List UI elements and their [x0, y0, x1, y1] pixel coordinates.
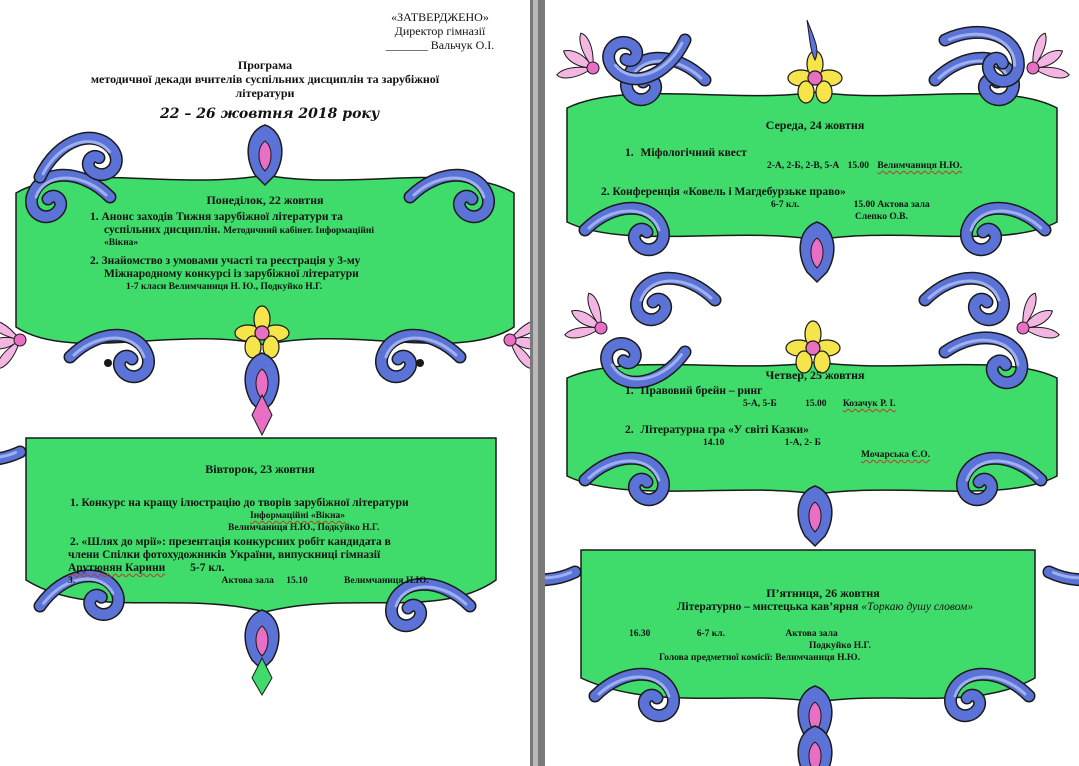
- program-heading: Програма: [237, 58, 293, 72]
- approval-stamp: «ЗАТВЕРДЖЕНО»: [391, 10, 489, 24]
- tuesday-item-1: 1. Конкурс на кращу ілюстрацію до творів зарубіжної літератури: [70, 497, 409, 509]
- monday-item-1-place: «Вікна»: [104, 238, 139, 248]
- wednesday-item-2-details: 6-7 кл. 15.00 Актова зала: [771, 200, 930, 210]
- right-page: [545, 0, 1079, 766]
- thursday-frame: [545, 268, 1079, 550]
- thursday-item-2-details: 14.10 1-А, 2- Б: [703, 438, 821, 448]
- wednesday-frame: [545, 0, 1079, 280]
- wednesday-day: Середа, 24 жовтня: [765, 118, 865, 132]
- monday-frame: [0, 125, 530, 440]
- monday-day: Понеділок, 22 жовтня: [206, 193, 324, 207]
- page-gutter: [530, 0, 545, 766]
- monday-item-2: 2. Знайомство з умовами участі та реєстрація у 3-му: [90, 255, 361, 267]
- approval-position: Директор гімназії: [394, 24, 486, 38]
- friday-event: Літературно – мистецька кав’ярня «Торкаю душу словом»: [676, 601, 974, 613]
- thursday-item-2: 2. Літературна гра «У світі Казки»: [625, 424, 809, 436]
- tuesday-content: [60, 462, 500, 587]
- wednesday-content: [601, 118, 1045, 223]
- approval-signature: _______ Вальчук О.І.: [385, 38, 495, 52]
- friday-people: Подкуйко Н.Г.: [809, 641, 871, 651]
- thursday-item-1: 1. Правовий брейн – ринг: [625, 385, 763, 397]
- tuesday-frame: [0, 430, 530, 700]
- tuesday-item-2-line2: члени Спілки фотохудожників України, випускниці гімназії: [68, 549, 381, 561]
- tuesday-day: Вівторок, 23 жовтня: [205, 462, 315, 476]
- wednesday-item-2-people: Слепко О.В.: [855, 212, 908, 222]
- friday-day: П’ятниця, 26 жовтня: [766, 586, 880, 600]
- thursday-item-1-details: 5-А, 5-Б 15.00 Козачук Р. І.: [743, 399, 896, 409]
- monday-item-2-line2: Міжнародному конкурсі із зарубіжної літератури: [104, 268, 359, 280]
- monday-content: [70, 193, 490, 293]
- tuesday-item-2-line3: Арутюнян Карини 5-7 кл.: [68, 562, 225, 574]
- left-page: [0, 0, 530, 766]
- program-subtitle-1: методичної декади вчителів суспільних дисциплін та зарубіжної: [90, 72, 440, 86]
- wednesday-item-1: 1. Міфологічний квест: [625, 147, 747, 159]
- tuesday-item-2: 2. «Шлях до мрії»: презентація конкурсних робіт кандидата в: [70, 536, 391, 548]
- wednesday-item-2: 2. Конференція «Ковель і Магдебурзьке право»: [601, 186, 846, 198]
- friday-head: Голова предметної комісії: Велимчаниця Н.Ю.: [659, 653, 860, 663]
- thursday-content: [605, 368, 1045, 461]
- friday-details: 16.30 6-7 кл. Актова зала: [629, 629, 838, 639]
- thursday-day: Четвер, 25 жовтня: [765, 368, 865, 382]
- program-dates: 22 – 26 жовтня 2018 року: [160, 106, 380, 122]
- tuesday-item-3: 3. Актова зала 15.10 Велимчаниця Н.Ю.: [68, 576, 429, 586]
- friday-content: [605, 586, 1045, 664]
- tuesday-item-1-place: Інформаційні «Вікна»: [250, 511, 346, 521]
- wednesday-item-1-details: 2-А, 2-Б, 2-В, 5-А 15.00 Велимчаниця Н.Ю.: [767, 161, 963, 171]
- monday-item-2-people: 1-7 класи Велимчаниця Н. Ю., Подкуйко Н.Г.: [126, 282, 323, 292]
- approval-block: [355, 10, 525, 52]
- tuesday-item-1-people: Велимчаниця Н.Ю., Подкуйко Н.Г.: [228, 523, 380, 533]
- monday-item-1-line2: суспільних дисциплін. Методичний кабінет. Інформаційні: [104, 224, 374, 236]
- friday-frame: [545, 548, 1079, 766]
- monday-item-1: 1. Анонс заходів Тижня зарубіжної літератури та: [90, 211, 343, 223]
- program-title: [20, 58, 510, 100]
- program-subtitle-2: літератури: [235, 86, 295, 100]
- thursday-item-2-people: Мочарська Є.О.: [861, 450, 931, 460]
